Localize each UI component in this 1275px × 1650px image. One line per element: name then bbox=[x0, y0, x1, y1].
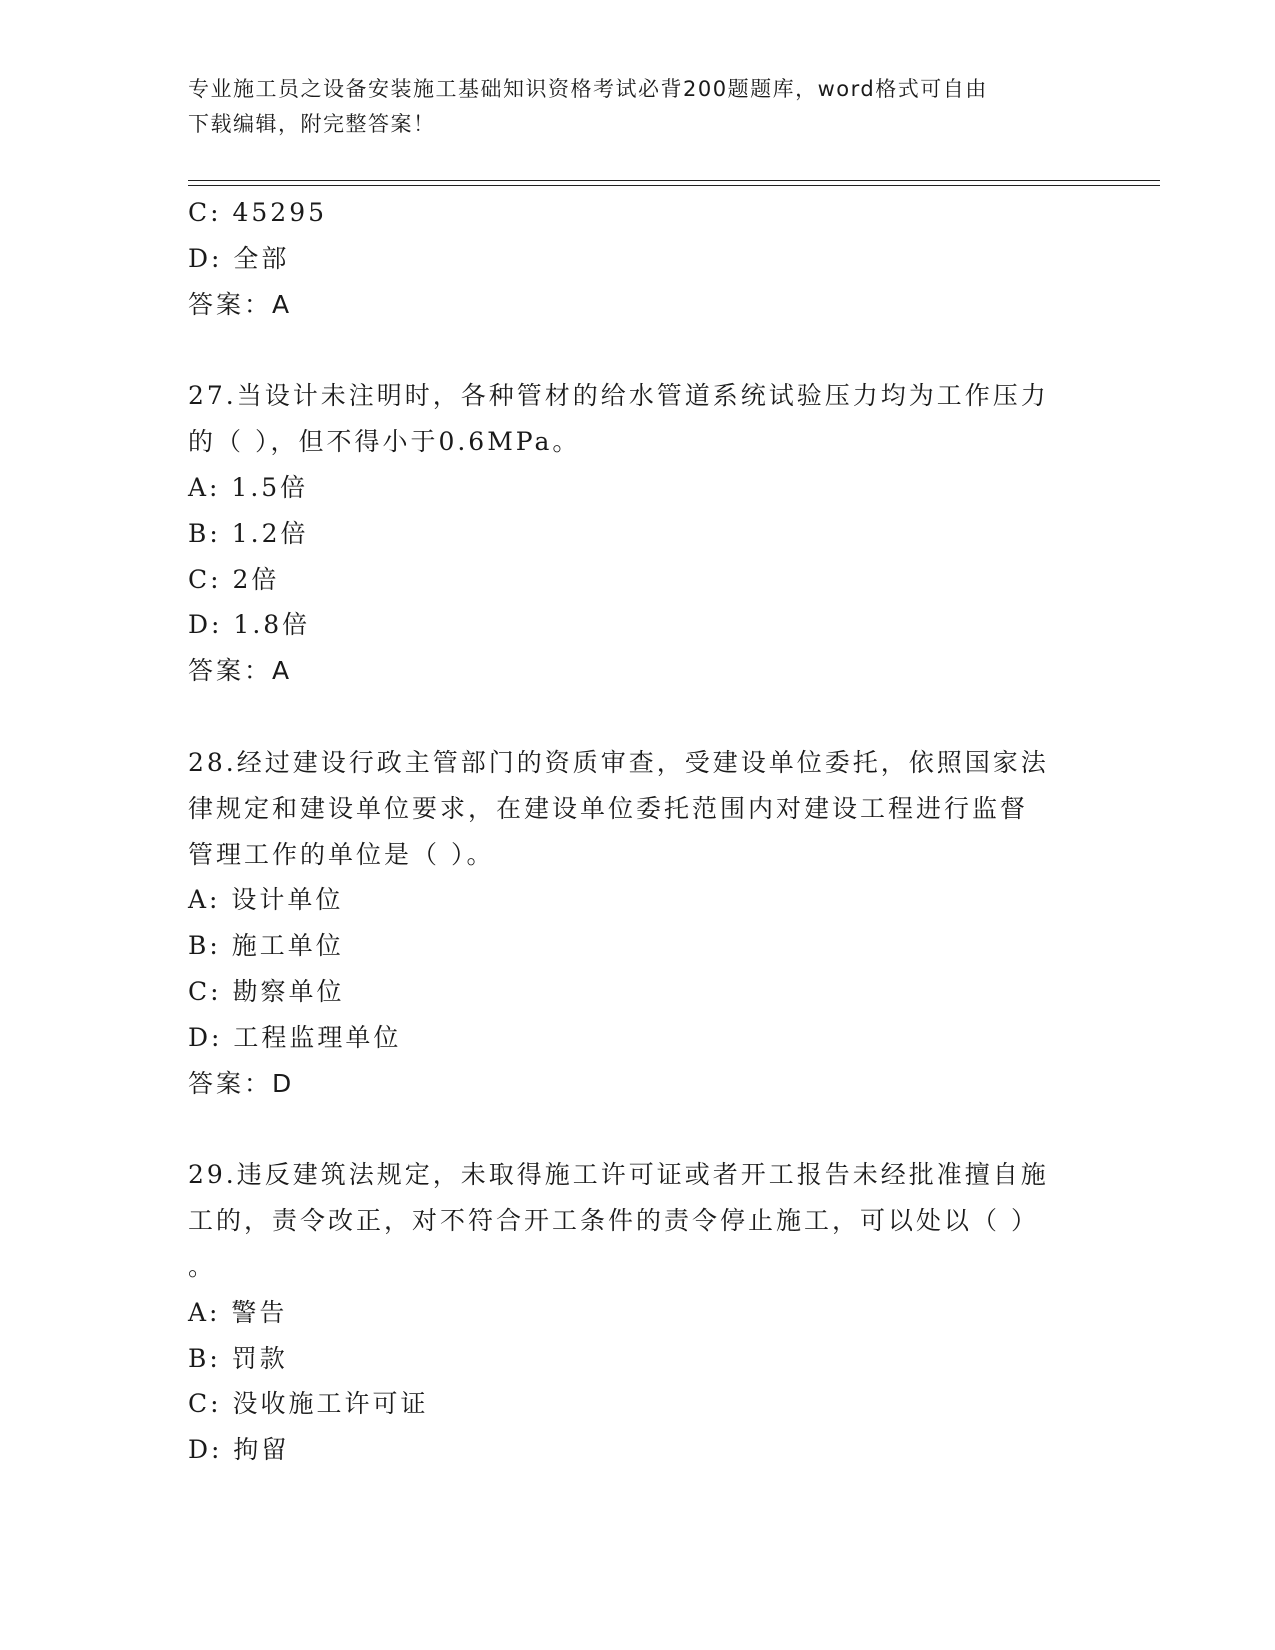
document-body bbox=[188, 190, 1088, 1473]
answer-line: 答案：A bbox=[188, 289, 293, 319]
question-27 bbox=[188, 373, 1088, 694]
answer-line: 答案：D bbox=[188, 1068, 295, 1098]
spacer bbox=[188, 327, 1088, 373]
option-line: B: 1.2倍 bbox=[188, 518, 309, 548]
header-line-1: 专业施工员之设备安装施工基础知识资格考试必背200题题库，word格式可自由 bbox=[188, 77, 988, 101]
document-header bbox=[188, 72, 1088, 142]
question-text-line: 的（ ），但不得小于0.6MPa。 bbox=[188, 427, 581, 457]
question-text-line: 27.当设计未注明时，各种管材的给水管道系统试验压力均为工作压力 bbox=[188, 381, 1049, 411]
option-line: D: 全部 bbox=[188, 243, 290, 273]
option-line: B: 罚款 bbox=[188, 1343, 288, 1373]
question-text-line: 律规定和建设单位要求，在建设单位委托范围内对建设工程进行监督 bbox=[188, 793, 1029, 823]
option-line: A: 设计单位 bbox=[188, 885, 344, 915]
question-text-line: 。 bbox=[188, 1251, 217, 1281]
question-text-line: 28.经过建设行政主管部门的资质审查，受建设单位委托，依照国家法 bbox=[188, 747, 1049, 777]
continued-question bbox=[188, 190, 1088, 327]
answer-line: 答案：A bbox=[188, 656, 293, 686]
option-line: D: 工程监理单位 bbox=[188, 1022, 402, 1052]
option-line: C: 45295 bbox=[188, 198, 328, 227]
option-line: B: 施工单位 bbox=[188, 931, 344, 961]
option-line: A: 1.5倍 bbox=[188, 472, 309, 502]
option-line: D: 1.8倍 bbox=[188, 610, 311, 640]
question-28 bbox=[188, 740, 1088, 1106]
header-divider-top bbox=[188, 180, 1160, 181]
option-line: D: 拘留 bbox=[188, 1435, 290, 1465]
option-line: A: 警告 bbox=[188, 1297, 288, 1327]
spacer bbox=[188, 694, 1088, 740]
question-29 bbox=[188, 1152, 1088, 1473]
option-line: C: 没收施工许可证 bbox=[188, 1389, 429, 1419]
question-text-line: 工的，责令改正，对不符合开工条件的责令停止施工，可以处以（ ） bbox=[188, 1206, 1039, 1236]
option-line: C: 2倍 bbox=[188, 564, 280, 594]
header-line-2: 下载编辑，附完整答案！ bbox=[188, 112, 436, 136]
option-line: C: 勘察单位 bbox=[188, 976, 345, 1006]
header-divider-bottom bbox=[188, 185, 1160, 186]
question-text-line: 管理工作的单位是（ ）。 bbox=[188, 839, 495, 869]
spacer bbox=[188, 1106, 1088, 1152]
question-text-line: 29.违反建筑法规定，未取得施工许可证或者开工报告未经批准擅自施 bbox=[188, 1160, 1049, 1190]
